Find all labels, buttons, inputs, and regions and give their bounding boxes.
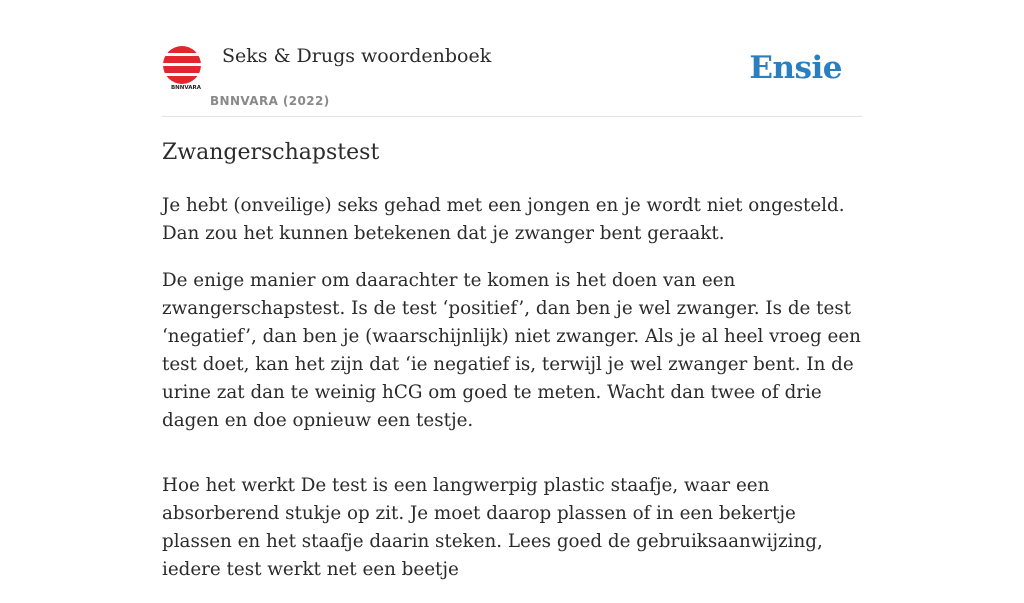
entry-paragraph: Hoe het werkt De test is een langwerpig plastic staafje, waar een absorberend stukje op zit. Je moet daarop plassen of in een bekertje plassen en het staafje daarin steken. Lees goed de gebruiksaanwijzing, iedere test werkt net een beetje [162,475,823,580]
entry-title: Zwangerschapstest [162,140,380,165]
logo-text: BNNVARA [170,85,202,91]
entry-body [162,192,862,603]
entry-paragraph: Je hebt (onveilige) seks gehad met een jongen en je wordt niet ongesteld. Dan zou het kunnen betekenen dat je zwanger bent geraakt. [162,195,845,244]
source-title[interactable]: Seks & Drugs woordenboek [222,45,492,67]
page [162,0,862,580]
bnnvara-logo-icon[interactable] [162,46,202,90]
ensie-logo-link[interactable]: Ensie [749,50,842,86]
entry-paragraph: De enige manier om daarachter te komen is het doen van een zwangerschapstest. Is de test ‘positief’, dan ben je wel zwanger. Is de test ‘negatief’, dan ben je (waarschijnlijk) niet zwanger. Als je al heel vroeg een test doet, kan het zijn dat ‘ie negatief is, terwijl je wel zwanger bent. In de urine zat dan te weinig hCG om goed te meten. Wacht dan twee of drie dagen en doe opnieuw een testje. [162,270,861,431]
source-publisher: BNNVARA (2022) [210,94,330,108]
source-header [162,0,862,117]
